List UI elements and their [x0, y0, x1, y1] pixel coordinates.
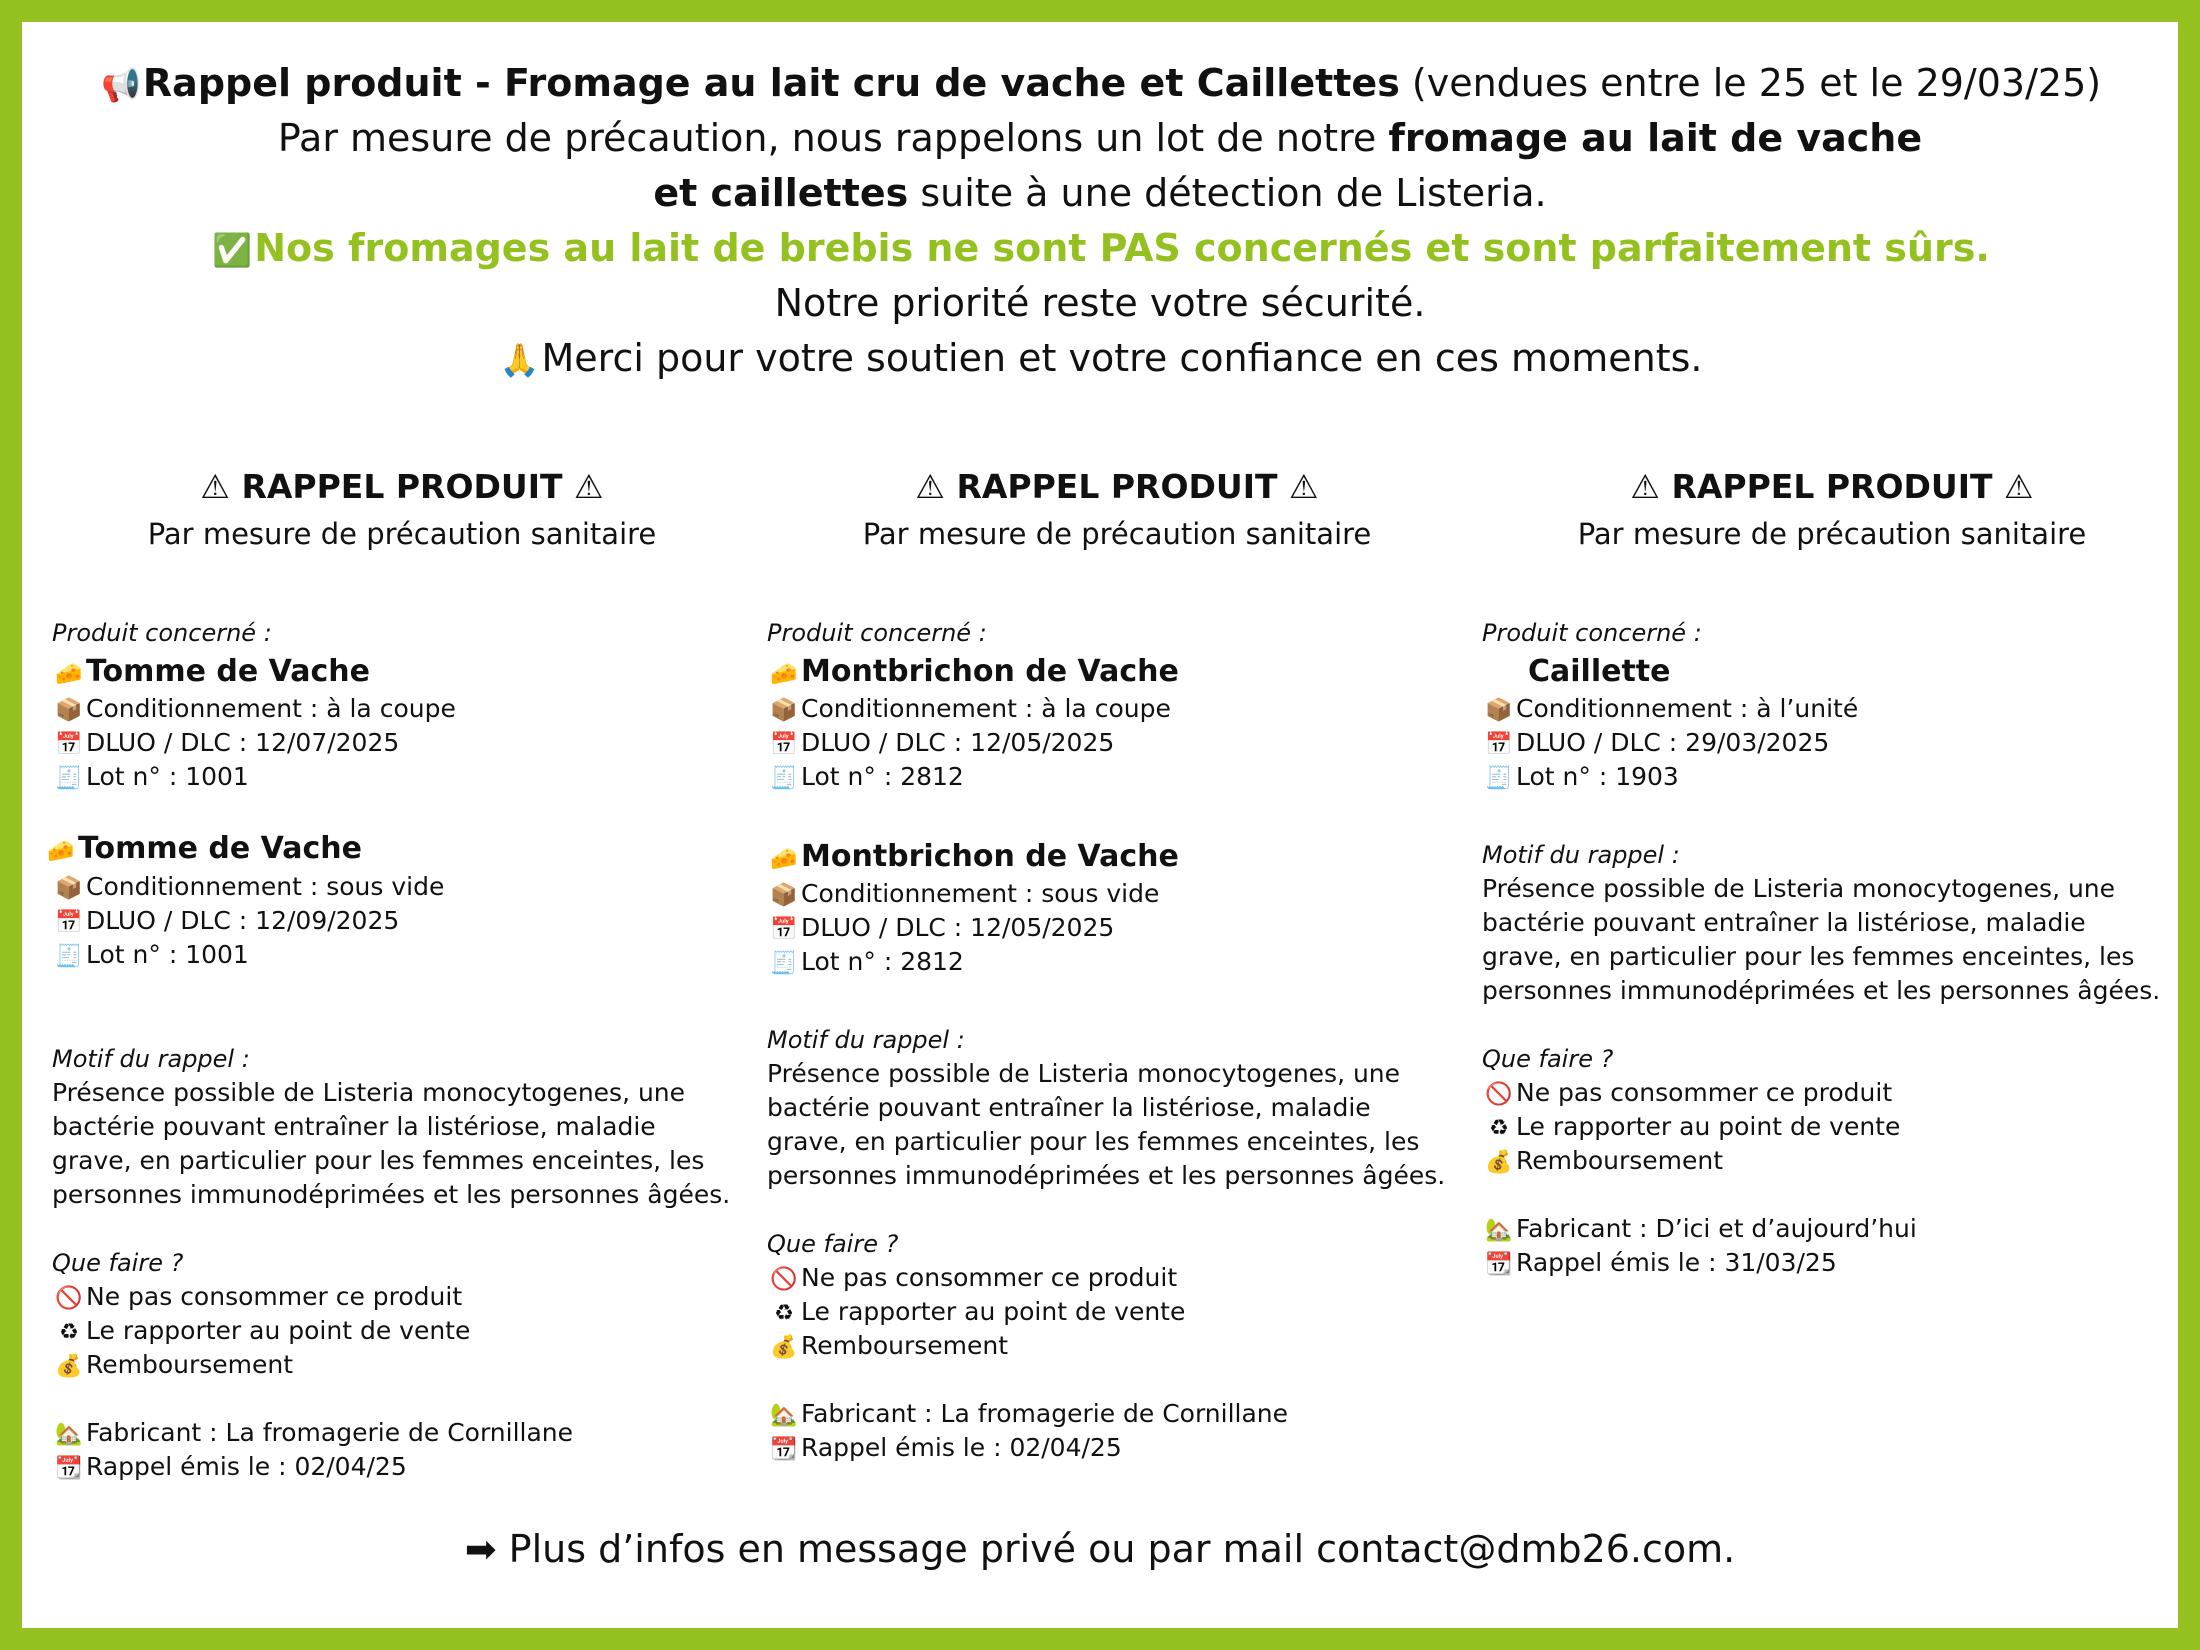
money-bag-icon: 💰: [770, 1335, 798, 1360]
motif-text: Présence possible de Listeria monocytogenes, une bactérie pouvant entraîner la listériose, maladie grave, en particulier pour les femmes enceintes, les personnes immunodéprimées et les personnes âgées.: [767, 1059, 1446, 1190]
column-title: ⚠ RAPPEL PRODUIT ⚠: [915, 467, 1319, 506]
product-name: 🧀 Tomme de Vache: [44, 829, 362, 872]
no-entry-icon: 🚫: [55, 1286, 83, 1311]
que-faire-label: Que faire ?: [1482, 1045, 1614, 1073]
receipt-icon: 🧾: [770, 766, 798, 791]
fabricant: 🏡 Fabricant : La fromagerie de Cornillane: [767, 1397, 1288, 1433]
rappel-date: 📆 Rappel émis le : 02/04/25: [767, 1431, 1122, 1467]
warning-icon: ⚠: [1289, 467, 1319, 506]
action-item: ♻ Le rapporter au point de vente: [52, 1314, 470, 1350]
no-entry-icon: 🚫: [770, 1267, 798, 1292]
action-item: ♻ Le rapporter au point de vente: [1482, 1110, 1900, 1146]
package-icon: 📦: [55, 876, 83, 901]
column-subtitle: Par mesure de précaution sanitaire: [862, 517, 1372, 551]
action-item: ♻ Le rapporter au point de vente: [767, 1295, 1185, 1331]
warning-icon: ⚠: [200, 467, 230, 506]
cheese-icon: 🧀: [770, 662, 798, 687]
motif-label: Motif du rappel :: [52, 1045, 250, 1073]
product-lot: 🧾 Lot n° : 2812: [767, 760, 964, 796]
house-icon: 🏡: [770, 1403, 798, 1428]
header-line-6: 🙏Merci pour votre soutien et votre confiance en ces moments.: [22, 331, 2178, 388]
receipt-icon: 🧾: [55, 944, 83, 969]
arrow-right-icon: ➡: [464, 1527, 497, 1571]
calendar-icon: 📅: [55, 910, 83, 935]
product-dluo: 📅 DLUO / DLC : 29/03/2025: [1482, 726, 1829, 762]
footer-contact: ➡ Plus d’infos en message privé ou par mail contact@dmb26.com.: [464, 1527, 1736, 1571]
package-icon: 📦: [770, 698, 798, 723]
product-lot: 🧾 Lot n° : 2812: [767, 945, 964, 981]
package-icon: 📦: [55, 698, 83, 723]
product-conditionnement: 📦 Conditionnement : à la coupe: [767, 692, 1171, 728]
product-name: 🧀 Tomme de Vache: [52, 652, 370, 695]
calendar-icon: 📆: [55, 1456, 83, 1481]
calendar-icon: 📅: [770, 732, 798, 757]
motif-text: Présence possible de Listeria monocytogenes, une bactérie pouvant entraîner la listériose, maladie grave, en particulier pour les femmes enceintes, les personnes immunodéprimées et les personnes âgées.: [52, 1078, 731, 1209]
header-line-3: et caillettes suite à une détection de Listeria.: [653, 171, 1547, 215]
cheese-icon: 🧀: [47, 839, 75, 864]
calendar-icon: 📆: [1485, 1252, 1513, 1277]
money-bag-icon: 💰: [1485, 1150, 1513, 1175]
product-lot: 🧾 Lot n° : 1001: [52, 938, 249, 974]
column-subtitle: Par mesure de précaution sanitaire: [147, 517, 657, 551]
fabricant: 🏡 Fabricant : La fromagerie de Cornillane: [52, 1416, 573, 1452]
que-faire-label: Que faire ?: [52, 1249, 184, 1277]
product-label: Produit concerné :: [767, 619, 987, 647]
praying-hands-icon: 🙏: [499, 341, 540, 379]
product-dluo: 📅 DLUO / DLC : 12/09/2025: [52, 904, 399, 940]
recall-column-2: [767, 462, 1467, 1462]
warning-icon: ⚠: [1630, 467, 1660, 506]
column-title: ⚠ RAPPEL PRODUIT ⚠: [1630, 467, 2034, 506]
product-conditionnement: 📦 Conditionnement : sous vide: [52, 870, 444, 906]
warning-icon: ⚠: [2004, 467, 2034, 506]
receipt-icon: 🧾: [770, 951, 798, 976]
recycle-icon: ♻: [1489, 1116, 1509, 1141]
product-conditionnement: 📦 Conditionnement : à la coupe: [52, 692, 456, 728]
product-lot: 🧾 Lot n° : 1903: [1482, 760, 1679, 796]
action-item: 💰 Remboursement: [52, 1348, 293, 1384]
warning-icon: ⚠: [915, 467, 945, 506]
cheese-icon: 🧀: [55, 662, 83, 687]
product-name: 🧀 Montbrichon de Vache: [767, 837, 1179, 880]
action-item: 💰 Remboursement: [1482, 1144, 1723, 1180]
check-mark-icon: ✅: [212, 231, 253, 269]
que-faire-label: Que faire ?: [767, 1230, 899, 1258]
action-item: 🚫 Ne pas consommer ce produit: [1482, 1076, 1892, 1112]
calendar-icon: 📅: [1485, 732, 1513, 757]
calendar-icon: 📆: [770, 1437, 798, 1462]
house-icon: 🏡: [1485, 1218, 1513, 1243]
megaphone-icon: 📢: [101, 66, 141, 104]
rappel-date: 📆 Rappel émis le : 31/03/25: [1482, 1246, 1837, 1282]
receipt-icon: 🧾: [1485, 766, 1513, 791]
product-conditionnement: 📦 Conditionnement : sous vide: [767, 877, 1159, 913]
money-bag-icon: 💰: [55, 1354, 83, 1379]
action-item: 🚫 Ne pas consommer ce produit: [767, 1261, 1177, 1297]
header-line-2: Par mesure de précaution, nous rappelons un lot de notre fromage au lait de vache: [277, 116, 1923, 160]
warning-icon: ⚠: [574, 467, 604, 506]
product-dluo: 📅 DLUO / DLC : 12/07/2025: [52, 726, 399, 762]
recall-column-3: [1482, 462, 2182, 1277]
recycle-icon: ♻: [59, 1320, 79, 1345]
package-icon: 📦: [1485, 698, 1513, 723]
motif-label: Motif du rappel :: [1482, 841, 1680, 869]
product-lot: 🧾 Lot n° : 1001: [52, 760, 249, 796]
column-subtitle: Par mesure de précaution sanitaire: [1577, 517, 2087, 551]
recall-notice: [22, 22, 2178, 1628]
motif-text: Présence possible de Listeria monocytogenes, une bactérie pouvant entraîner la listériose, maladie grave, en particulier pour les femmes enceintes, les personnes immunodéprimées et les personnes âgées.: [1482, 874, 2161, 1005]
calendar-icon: 📅: [55, 732, 83, 757]
fabricant: 🏡 Fabricant : D’ici et d’aujourd’hui: [1482, 1212, 1917, 1248]
recycle-icon: ♻: [774, 1301, 794, 1326]
header-line-4: ✅Nos fromages au lait de brebis ne sont PAS concernés et sont parfaitement sûrs.: [22, 221, 2178, 278]
recall-column-1: [47, 462, 752, 1481]
action-item: 💰 Remboursement: [767, 1329, 1008, 1365]
product-name: Caillette: [1528, 654, 1671, 689]
product-label: Produit concerné :: [52, 619, 272, 647]
product-dluo: 📅 DLUO / DLC : 12/05/2025: [767, 726, 1114, 762]
no-entry-icon: 🚫: [1485, 1082, 1513, 1107]
product-conditionnement: 📦 Conditionnement : à l’unité: [1482, 692, 1858, 728]
motif-label: Motif du rappel :: [767, 1026, 965, 1054]
receipt-icon: 🧾: [55, 766, 83, 791]
product-name: 🧀 Montbrichon de Vache: [767, 652, 1179, 695]
header-line-5: Notre priorité reste votre sécurité.: [774, 281, 1426, 325]
cheese-icon: 🧀: [770, 847, 798, 872]
package-icon: 📦: [770, 883, 798, 908]
action-item: 🚫 Ne pas consommer ce produit: [52, 1280, 462, 1316]
house-icon: 🏡: [55, 1422, 83, 1447]
product-dluo: 📅 DLUO / DLC : 12/05/2025: [767, 911, 1114, 947]
rappel-date: 📆 Rappel émis le : 02/04/25: [52, 1450, 407, 1486]
product-label: Produit concerné :: [1482, 619, 1702, 647]
calendar-icon: 📅: [770, 917, 798, 942]
header-line-1: 📢Rappel produit - Fromage au lait cru de vache et Caillettes (vendues entre le 25 et le 29/03/25): [22, 56, 2178, 113]
column-title: ⚠ RAPPEL PRODUIT ⚠: [200, 467, 604, 506]
